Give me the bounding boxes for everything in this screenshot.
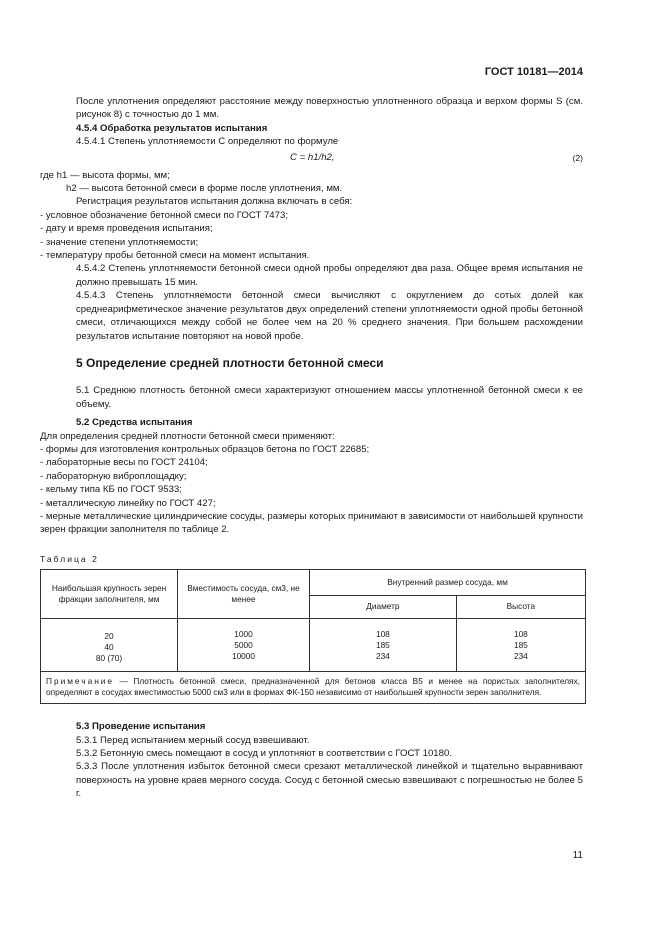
paragraph-5-2-intro: Для определения средней плотности бетонной смеси применяют:: [40, 430, 335, 442]
section-5-heading: 5 Определение средней плотности бетонной смеси: [76, 355, 384, 370]
table-header-cell: Наибольшая крупность зерен фракции заполнителя, мм: [41, 570, 178, 619]
paragraph-4-5-4-1: 4.5.4.1 Степень уплотняемости C определяют по формуле: [76, 136, 339, 148]
registration-item: - значение степени уплотняемости;: [40, 236, 199, 248]
table-cell: [41, 619, 178, 672]
paragraph-intro: После уплотнения определяют расстояние между поверхностью уплотненного образца и верхом формы S (см. рисунок 8) с точностью до 1 мм.: [76, 96, 583, 121]
table-value: 10000: [231, 650, 256, 661]
registration-item: - условное обозначение бетонной смеси по ГОСТ 7473;: [40, 209, 288, 221]
section-5-2-heading: 5.2 Средства испытания: [76, 417, 193, 429]
table-value: 108: [513, 628, 528, 639]
formula-block: [76, 149, 583, 169]
document-header: ГОСТ 10181—2014: [484, 66, 583, 78]
table-value: 80 (70): [95, 652, 123, 663]
registration-intro: Регистрация результатов испытания должна включать в себя:: [76, 196, 353, 208]
table-value: 185: [375, 639, 390, 650]
note-text: — Плотность бетонной смеси, предназначенной для бетонов класса В5 и менее на пористых заполнителях, определяют в сосудах вместимостью 5000 см3 или в формах ФК-150 независимо от наибольшей крупности зерен заполнителя.: [46, 676, 580, 698]
paragraph-4-5-4-2: 4.5.4.2 Степень уплотняемости бетонной смеси одной пробы определяют два раза. Общее время испытания не должно превышать 15 мин.: [76, 263, 583, 288]
registration-item: - температуру пробы бетонной смеси на момент испытания.: [40, 250, 310, 262]
section-4-5-4-heading: 4.5.4 Обработка результатов испытания: [76, 122, 268, 134]
table-value: 40: [104, 641, 114, 652]
table-value: 5000: [234, 639, 253, 650]
table-value: 1000: [234, 628, 253, 639]
paragraph-4-5-4-3: 4.5.4.3 Степень уплотняемости бетонной смеси вычисляют с округлением до сотых долей как среднеарифметическое значение результатов двух определений степени уплотняемости одной пробы бетонной смеси, отличающихся между собой не более чем на 20 % среднего значения. При большем расхождении результатов испытание повторяют на новой пробе.: [76, 290, 583, 342]
paragraph-5-3-2: 5.3.2 Бетонную смесь помещают в сосуд и уплотняют в соответствии с ГОСТ 10180.: [76, 748, 452, 759]
registration-item: - дату и время проведения испытания;: [40, 223, 213, 235]
note-label: Примечание: [46, 676, 115, 687]
equipment-item: - лабораторную виброплощадку;: [40, 470, 187, 482]
table-header-cell: Вместимость сосуда, см3, не менее: [178, 570, 310, 619]
table-value: 108: [375, 628, 390, 639]
table-value: 234: [513, 650, 528, 661]
where-h2: h2 — высота бетонной смеси в форме после уплотнения, мм.: [66, 183, 343, 195]
section-5-3-heading: 5.3 Проведение испытания: [76, 721, 206, 733]
table-2: [40, 569, 586, 704]
table-header-cell: Диаметр: [310, 595, 457, 618]
equipment-item: - металлическую линейку по ГОСТ 427;: [40, 497, 216, 509]
formula-number: (2): [572, 152, 583, 163]
document-body: [40, 95, 583, 801]
table-label: Таблица 2: [40, 553, 99, 564]
paragraph-5-3-1: 5.3.1 Перед испытанием мерный сосуд взвешивают.: [76, 734, 310, 746]
equipment-item: - кельму типа КБ по ГОСТ 9533;: [40, 484, 182, 496]
table-note: [41, 672, 586, 704]
where-h1: где h1 — высота формы, мм;: [40, 169, 170, 181]
table-value: 234: [375, 650, 390, 661]
equipment-item: - мерные металлические цилиндрические сосуды, размеры которых принимают в зависимости от наибольшей крупности зерен фракции заполнителя по таблице 2.: [40, 510, 583, 536]
table-value: 185: [513, 639, 528, 650]
paragraph-5-1: 5.1 Среднюю плотность бетонной смеси характеризуют отношением массы уплотненной бетонной смеси к ее объему.: [76, 385, 583, 410]
table-cell: [456, 619, 585, 672]
table-header-cell: Внутренний размер сосуда, мм: [310, 570, 586, 596]
paragraph-5-3-3: 5.3.3 После уплотнения избыток бетонной смеси срезают металлической линейкой и тщательно выравнивают поверхность на уровне краев мерного сосуда. Сосуд с бетонной смесью взвешивают с погрешностью не более 5 г.: [76, 761, 583, 800]
table-value: 20: [104, 630, 114, 641]
table-cell: [178, 619, 310, 672]
page-number: 11: [572, 850, 583, 861]
formula: C = h1/h2,: [290, 151, 335, 163]
table-cell: [310, 619, 457, 672]
equipment-item: - формы для изготовления контрольных образцов бетона по ГОСТ 22685;: [40, 443, 370, 455]
table-header-cell: Высота: [456, 595, 585, 618]
equipment-item: - лабораторные весы по ГОСТ 24104;: [40, 457, 208, 469]
